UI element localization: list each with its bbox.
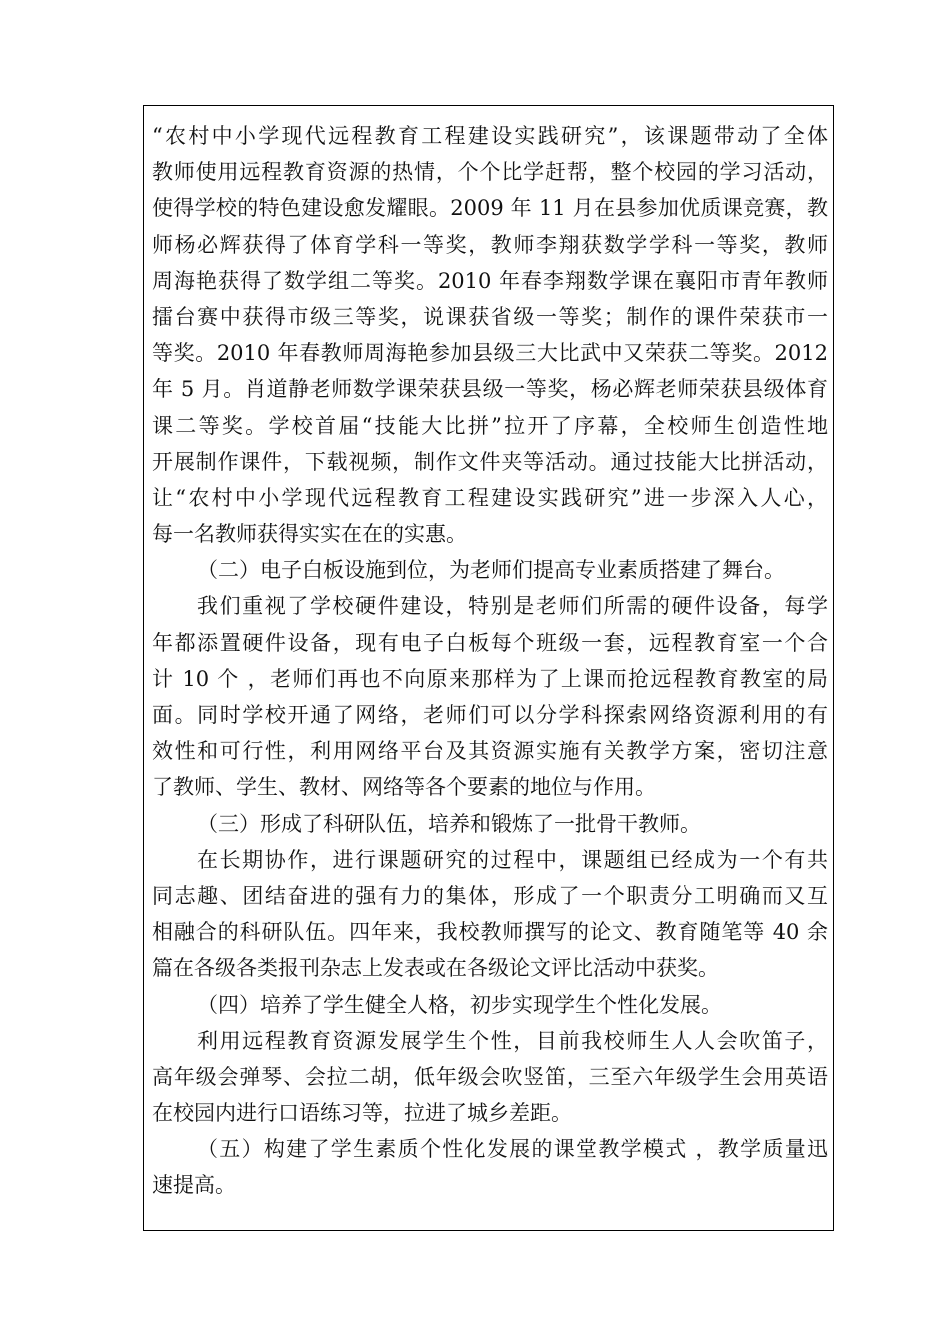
text-line: 在校园内进行口语练习等，拉进了城乡差距。: [152, 1101, 572, 1126]
text-line: 同志趣、团结奋进的强有力的集体，形成了一个职责分工明确而又互: [152, 883, 828, 908]
paragraph-research-team: [152, 842, 828, 987]
text-line: 年 5 月。肖道静老师数学课荣获县级一等奖，杨必辉老师荣获县级体育: [152, 377, 828, 402]
document-body: [152, 118, 828, 1204]
text-line: 周海艳获得了数学组二等奖。2010 年春李翔数学课在襄阳市青年教师: [152, 268, 828, 293]
section-heading-text: （五）构建了学生素质个性化发展的课堂教学模式 ，教学质量迅: [197, 1137, 828, 1162]
section-heading-text: （三）形成了科研队伍，培养和锻炼了一批骨干教师。: [197, 811, 701, 836]
text-line: 高年级会弹琴、会拉二胡，低年级会吹竖笛，三至六年级学生会用英语: [152, 1064, 828, 1089]
section-heading-text: 速提高。: [152, 1173, 236, 1198]
paragraph-student-development: [152, 1023, 828, 1132]
text-line: 课二等奖。学校首届“技能大比拼”拉开了序幕，全校师生创造性地: [152, 413, 828, 438]
text-line: 擂台赛中获得市级三等奖，说课获省级一等奖；制作的课件荣获市一: [152, 304, 828, 329]
text-line: 让“农村中小学现代远程教育工程建设实践研究”进一步深入人心，: [152, 485, 828, 510]
text-line: 我们重视了学校硬件建设，特别是老师们所需的硬件设备，每学: [197, 594, 828, 619]
text-line: “农村中小学现代远程教育工程建设实践研究”，该课题带动了全体: [152, 124, 828, 148]
text-line: 使得学校的特色建设愈发耀眼。2009 年 11 月在县参加优质课竞赛，教: [152, 196, 828, 221]
text-line: 相融合的科研队伍。四年来，我校教师撰写的论文、教育随笔等 40 余: [152, 920, 828, 945]
paragraph-hardware: [152, 588, 828, 805]
text-line: 等奖。2010 年春教师周海艳参加县级三大比武中又荣获二等奖。2012: [152, 341, 828, 366]
text-line: 利用远程教育资源发展学生个性，目前我校师生人人会吹笛子，: [197, 1028, 828, 1053]
text-line: 师杨必辉获得了体育学科一等奖，教师李翔获数学学科一等奖，教师: [152, 232, 828, 257]
text-line: 计 10 个 ，老师们再也不向原来那样为了上课而抢远程教育教室的局: [152, 666, 828, 691]
section-heading-3: [152, 806, 828, 842]
text-line: 面。同时学校开通了网络，老师们可以分学科探索网络资源利用的有: [152, 703, 828, 727]
text-line: 年都添置硬件设备，现有电子白板每个班级一套，远程教育室一个合: [152, 630, 828, 655]
section-heading-4: [152, 987, 828, 1023]
text-line: 教师使用远程教育资源的热情，个个比学赶帮，整个校园的学习活动，: [152, 160, 828, 185]
paragraph-achievements: [152, 118, 828, 552]
section-heading-2: [152, 552, 828, 588]
text-line: 每一名教师获得实实在在的实惠。: [152, 522, 467, 547]
section-heading-text: （四）培养了学生健全人格，初步实现学生个性化发展。: [197, 992, 722, 1017]
text-line: 效性和可行性，利用网络平台及其资源实施有关教学方案，密切注意: [152, 739, 828, 764]
section-heading-text: （二）电子白板设施到位，为老师们提高专业素质搭建了舞台。: [197, 558, 785, 583]
text-line: 篇在各级各类报刊杂志上发表或在各级论文评比活动中获奖。: [152, 956, 719, 981]
text-line: 了教师、学生、教材、网络等各个要素的地位与作用。: [152, 775, 656, 800]
text-line: 在长期协作，进行课题研究的过程中，课题组已经成为一个有共: [197, 847, 828, 872]
section-heading-5: [152, 1131, 828, 1203]
text-line: 开展制作课件，下载视频，制作文件夹等活动。通过技能大比拼活动，: [152, 449, 828, 474]
